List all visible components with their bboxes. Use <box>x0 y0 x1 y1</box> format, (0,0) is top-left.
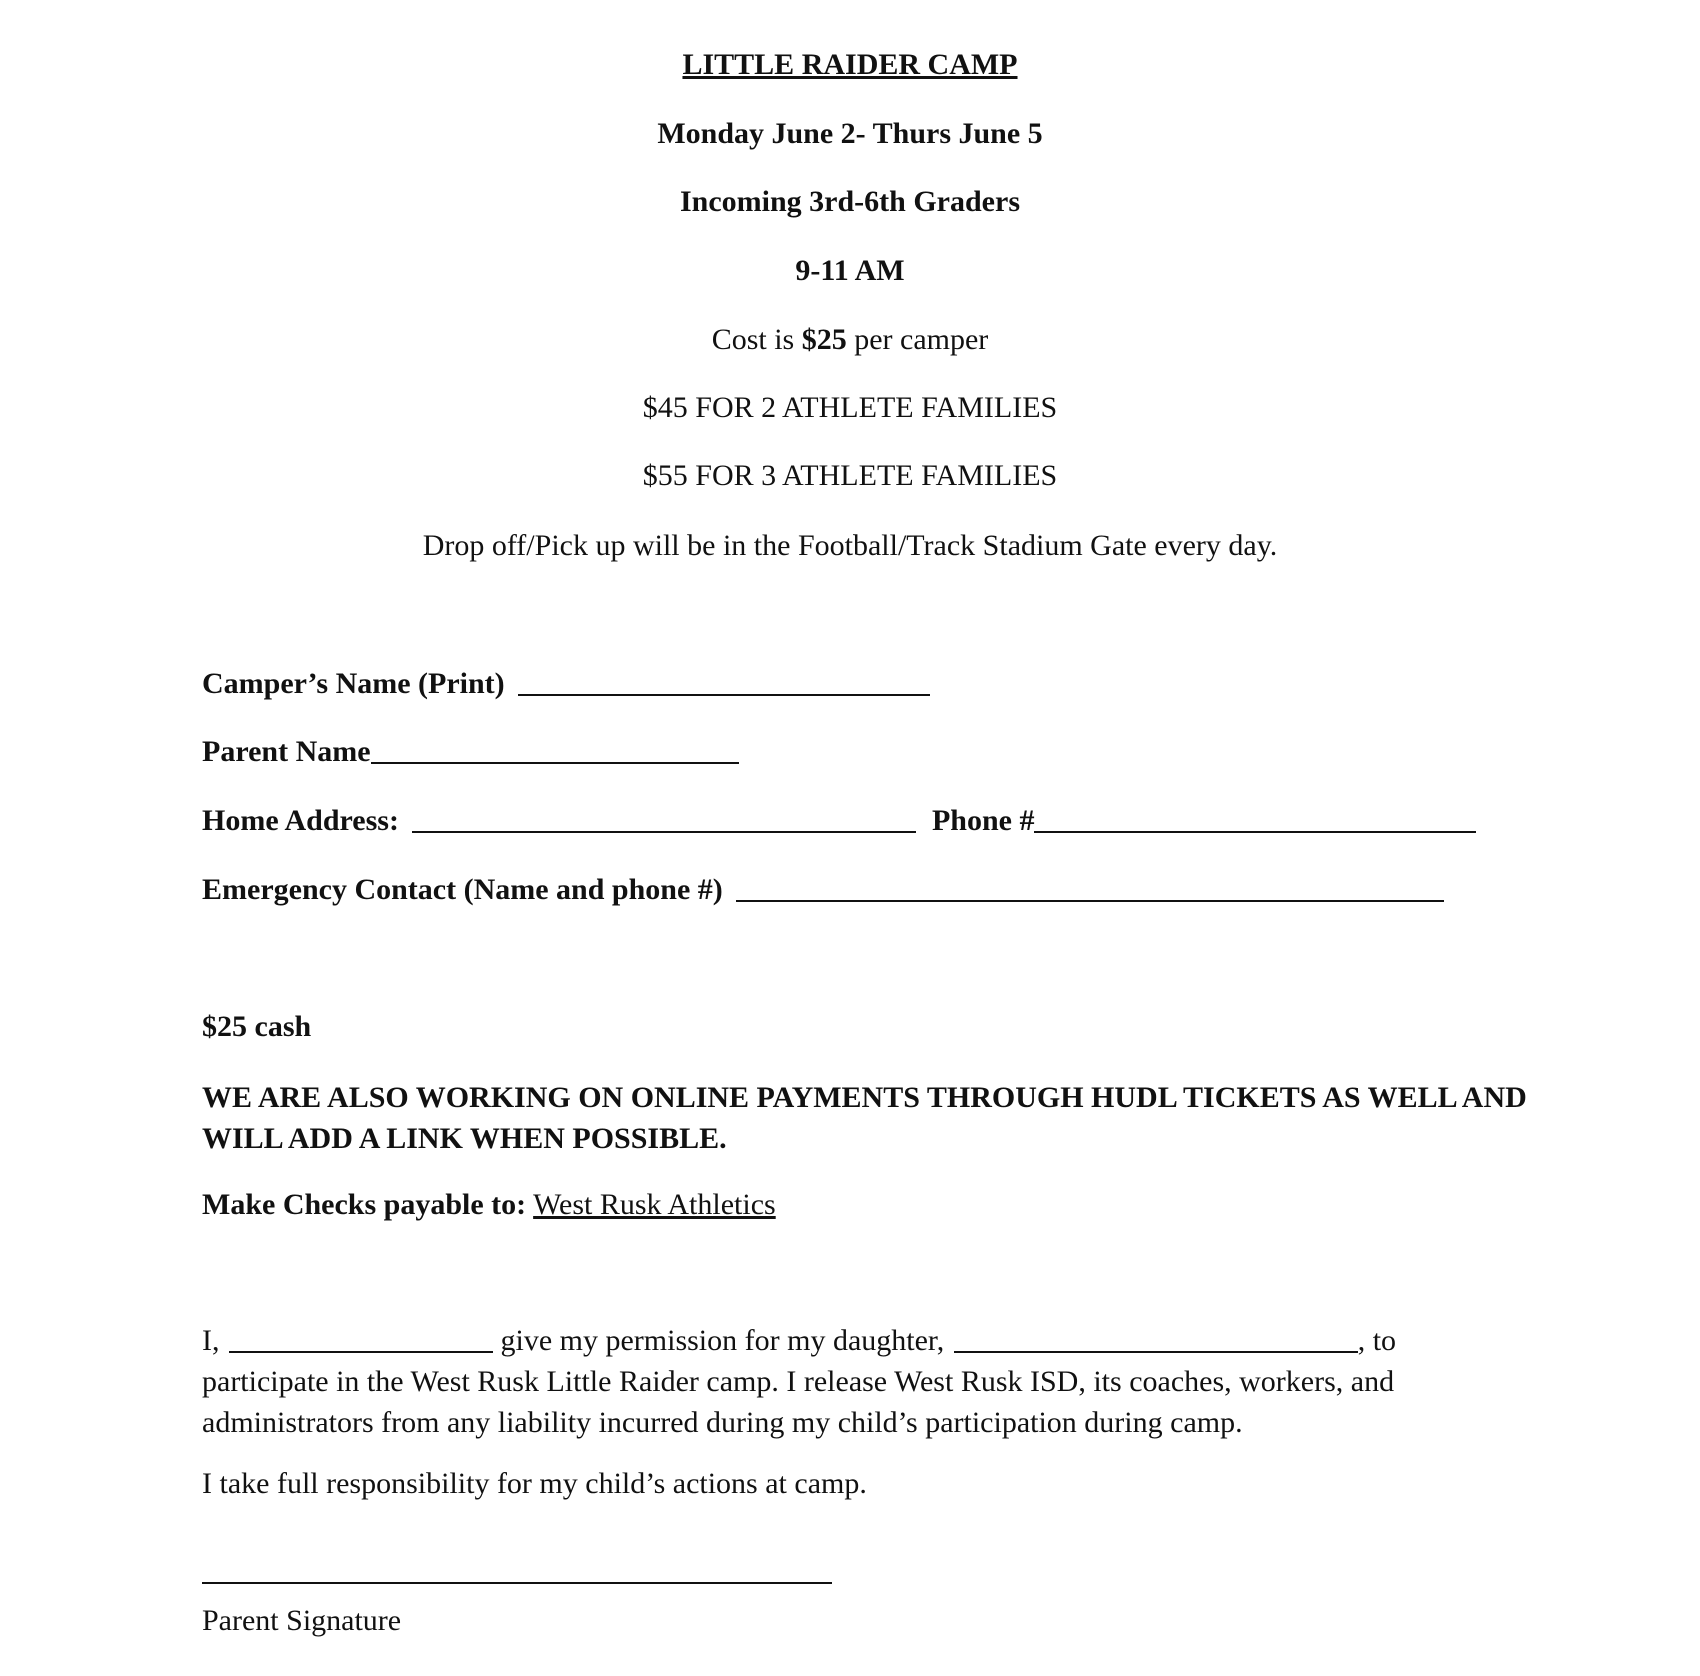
cost-amount: $25 <box>801 323 847 356</box>
camper-name-field[interactable] <box>518 666 930 696</box>
parent-name-field[interactable] <box>371 734 739 764</box>
signature-label: Parent Signature <box>202 1604 402 1637</box>
parent-name-row <box>202 734 739 770</box>
camp-grades: Incoming 3rd-6th Graders <box>680 185 1020 218</box>
waiver-to: , to <box>1357 1324 1397 1357</box>
two-athlete-families: $45 FOR 2 ATHLETE FAMILIES <box>642 391 1058 424</box>
camper-name-row <box>202 666 930 702</box>
emergency-contact-field[interactable] <box>736 872 1444 902</box>
camper-name-label: Camper’s Name (Print) <box>202 667 505 700</box>
signature-line[interactable] <box>202 1582 832 1584</box>
checks-payee: West Rusk Athletics <box>533 1188 776 1221</box>
checks-label: Make Checks payable to: <box>202 1188 527 1221</box>
checks-payable-row <box>202 1187 776 1223</box>
address-phone-row <box>202 803 1476 839</box>
parent-name-label: Parent Name <box>202 735 371 768</box>
waiver-permission: give my permission for my daughter, <box>500 1324 945 1357</box>
online-payment-notice: WE ARE ALSO WORKING ON ONLINE PAYMENTS THROUGH HUDL TICKETS AS WELL AND WILL ADD A LINK WHEN POSSIBLE. <box>202 1081 1527 1155</box>
responsibility-statement: I take full responsibility for my child’s actions at camp. <box>202 1467 867 1500</box>
phone-field[interactable] <box>1034 803 1476 833</box>
waiver-paragraph <box>202 1320 1542 1443</box>
three-athlete-families: $55 FOR 3 ATHLETE FAMILIES <box>642 459 1058 492</box>
phone-label: Phone # <box>931 804 1035 837</box>
cash-amount: $25 cash <box>202 1010 312 1043</box>
home-address-field[interactable] <box>412 803 916 833</box>
page-title: LITTLE RAIDER CAMP <box>682 48 1018 81</box>
dropoff-info: Drop off/Pick up will be in the Football/Track Stadium Gate every day. <box>422 529 1278 562</box>
waiver-intro: I, <box>202 1324 220 1357</box>
camp-cost <box>0 322 1700 358</box>
cost-suffix: per camper <box>846 323 989 356</box>
waiver-first-line <box>202 1320 1542 1361</box>
waiver-body: participate in the West Rusk Little Raider camp. I release West Rusk ISD, its coaches, workers, and administrators from any liability incurred during my child’s participation during camp. <box>202 1365 1395 1439</box>
cost-prefix: Cost is <box>711 323 802 356</box>
daughter-name-blank[interactable] <box>954 1325 1358 1353</box>
emergency-contact-label: Emergency Contact (Name and phone #) <box>202 873 723 906</box>
camp-dates: Monday June 2- Thurs June 5 <box>657 117 1043 150</box>
camp-time: 9-11 AM <box>795 254 905 287</box>
parent-name-blank[interactable] <box>229 1325 493 1353</box>
home-address-label: Home Address: <box>202 804 399 837</box>
emergency-contact-row <box>202 872 1444 908</box>
